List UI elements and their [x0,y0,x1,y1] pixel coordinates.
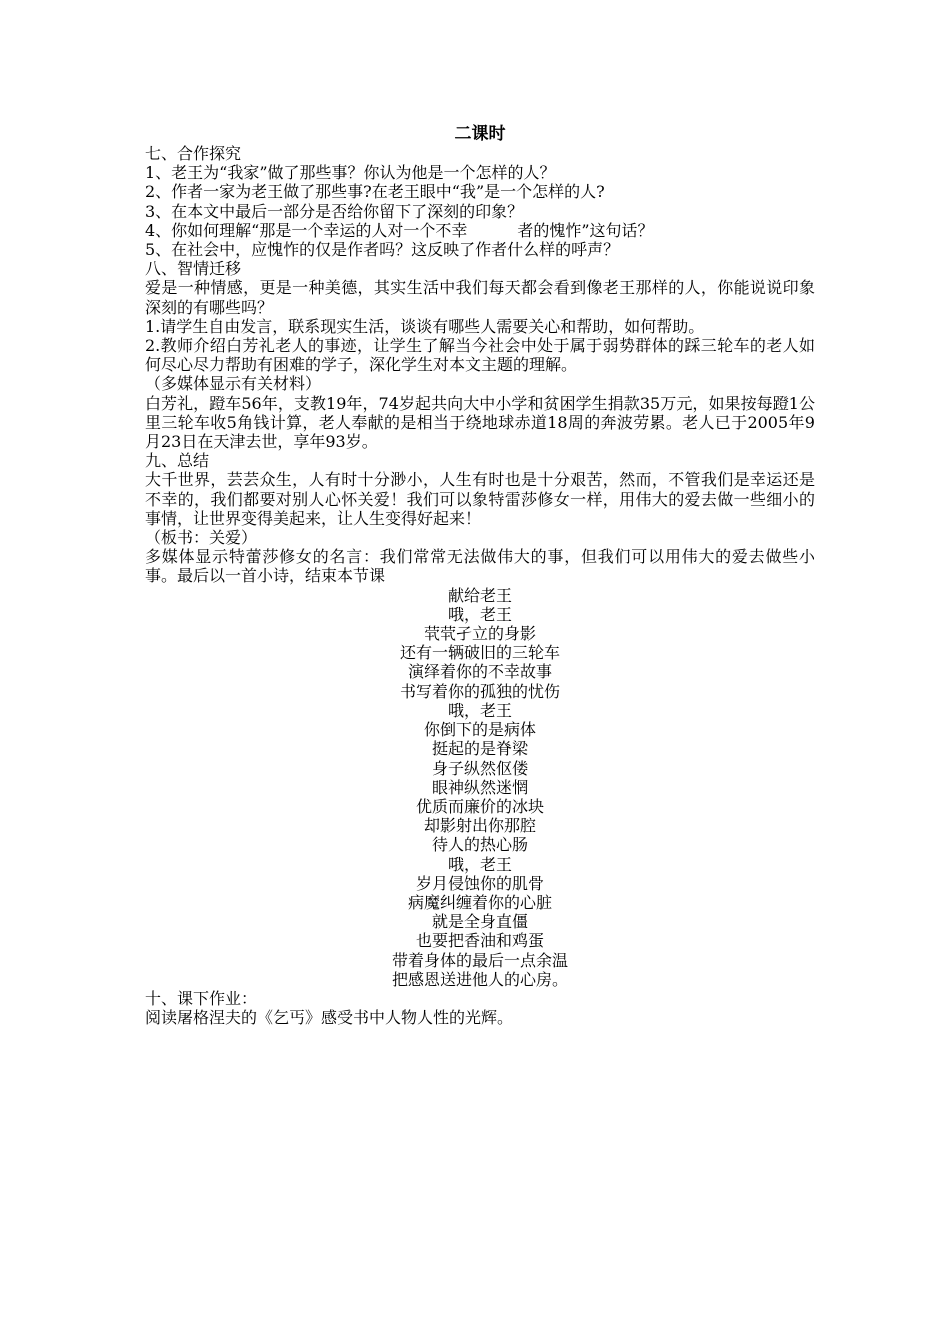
question-4-part-1: 4、你如何理解“那是一个幸运的人对一个不幸 [145,220,468,240]
poem-line: 却影射出你那腔 [423,816,536,836]
poem [145,586,815,989]
section-8-item-1: 1.请学生自由发言，联系现实生活，谈谈有哪些人需要关心和帮助，如何帮助。 [145,316,705,336]
poem-line: 待人的热心肠 [431,835,528,855]
section-8-heading: 八、智情迁移 [145,259,242,279]
poem-line: 身子纵然伛偻 [431,758,528,778]
summary-paragraph: 大千世界，芸芸众生，人有时十分渺小，人生有时也是十分艰苦，然而，不管我们是幸运还是不幸的，我们都要对别人心怀关爱！我们可以象特雷莎修女一样，用伟大的爱去做一些细小的事情，让世界变得美起来，让人生变得好起来！ [145,470,815,528]
poem-line: 还有一辆破旧的三轮车 [399,643,560,663]
poem-line: 岁月侵蚀你的肌骨 [415,873,544,893]
poem-line: 茕茕孑立的身影 [423,624,536,644]
section-10-heading: 十、课下作业： [145,988,258,1008]
page-title: 二课时 [454,124,506,144]
section-8-intro: 爱是一种情感，更是一种美德，其实生活中我们每天都会看到像老王那样的人，你能说说印象深刻的有哪些吗？ [145,278,815,317]
question-3: 3、在本文中最后一部分是否给你留下了深刻的印象？ [145,201,524,221]
poem-line: 哦，老王 [447,700,512,720]
question-1: 1、老王为“我家”做了那些事？你认为他是一个怎样的人？ [145,163,556,183]
poem-title: 献给老王 [447,585,512,605]
poem-line: 病魔纠缠着你的心脏 [407,892,552,912]
poem-line: 你倒下的是病体 [423,720,536,740]
question-5: 5、在社会中，应愧怍的仅是作者吗？这反映了作者什么样的呼声？ [145,240,620,260]
poem-line: 哦，老王 [447,854,512,874]
bai-fangli-story: 白芳礼，蹬车56年，支教19年，74岁起共向大中小学和贫困学生捐款35万元，如果按每蹬1公里三轮车收5角钱计算，老人奉献的是相当于绕地球赤道18周的奔波劳累。老人已于2005年9月23日在天津去世，享年93岁。 [145,393,815,452]
poem-line: 也要把香油和鸡蛋 [415,931,544,951]
board-note: （板书：关爱） [145,528,258,548]
poem-line: 优质而廉价的冰块 [415,796,544,816]
poem-line: 带着身体的最后一点余温 [391,950,568,970]
poem-line: 演绎着你的不幸故事 [407,662,552,682]
poem-line: 眼神纵然迷惘 [431,777,528,797]
document-page [145,124,815,1027]
section-9-heading: 九、总结 [145,451,210,471]
question-4 [145,221,815,240]
poem-line: 书写着你的孤独的忧伤 [399,681,560,701]
section-7-heading: 七、合作探究 [145,144,242,163]
question-2: 2、作者一家为老王做了那些事?在老王眼中“我”是一个怎样的人? [145,182,605,202]
teresa-quote: 多媒体显示特蕾莎修女的名言：我们常常无法做伟大的事，但我们可以用伟大的爱去做些小事。最后以一首小诗，结束本节课 [145,547,815,586]
media-note: （多媒体显示有关材料） [145,374,322,394]
section-8-item-2: 2.教师介绍白芳礼老人的事迹，让学生了解当今社会中处于属于弱势群体的踩三轮车的老人如何尽心尽力帮助有困难的学子，深化学生对本文主题的理解。 [145,336,815,375]
poem-line: 挺起的是脊梁 [431,739,528,759]
homework-text: 阅读屠格涅夫的《乞丐》感受书中人物人性的光辉。 [145,1008,514,1028]
poem-line: 把感恩送进他人的心房。 [391,969,568,989]
poem-line: 哦，老王 [447,604,512,624]
poem-line: 就是全身直僵 [431,912,528,932]
question-4-part-2: 者的愧怍”这句话？ [517,220,654,240]
